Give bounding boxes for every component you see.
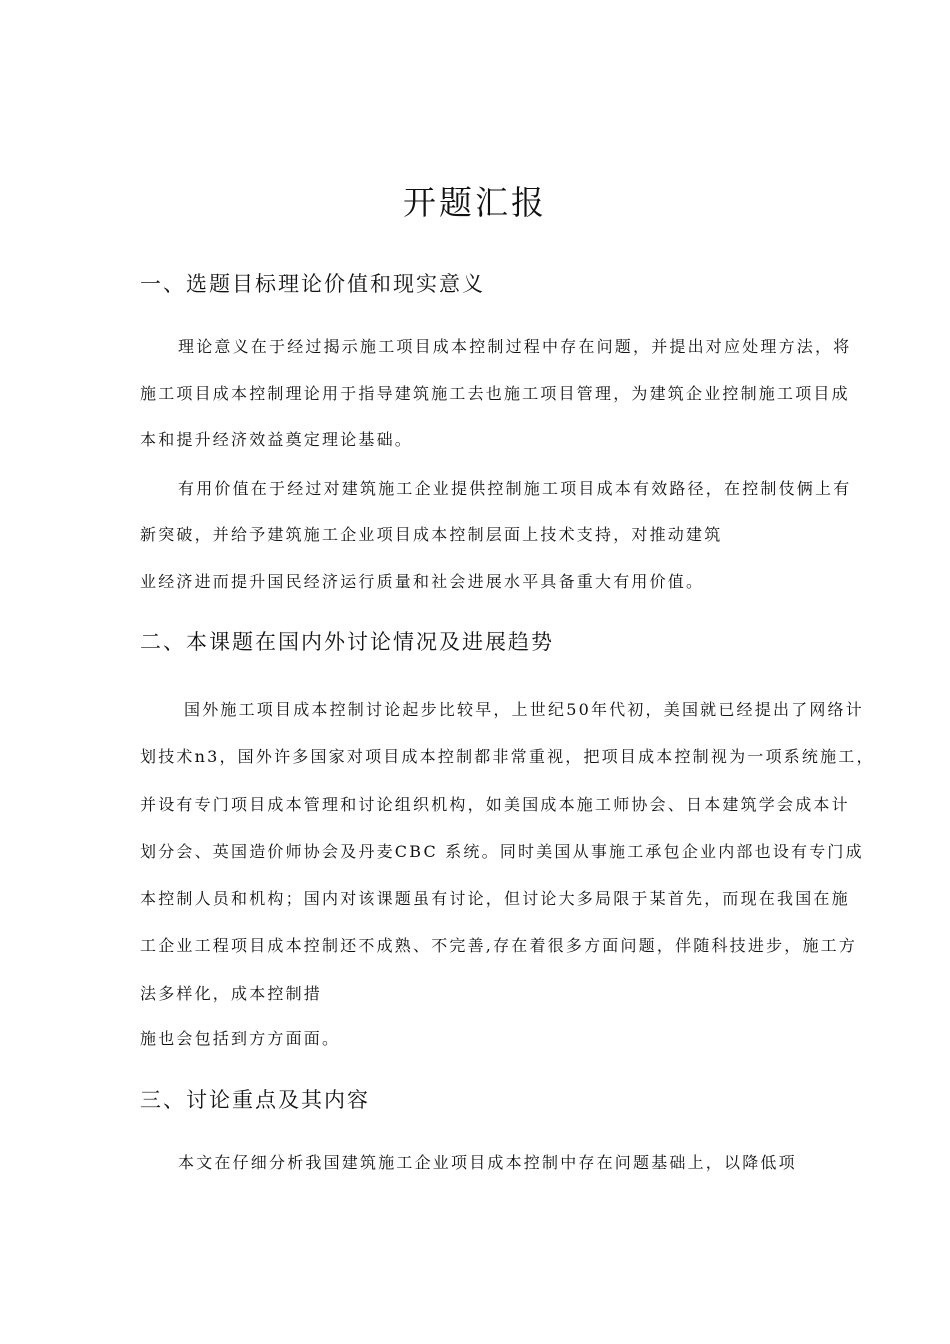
section-1-line-5: 新突破，并给予建筑施工企业项目成本控制层面上技术支持，对推动建筑 [140, 525, 723, 544]
section-2-line-2: 划技术n3，国外许多国家对项目成本控制都非常重视，把项目成本控制视为一项系统施工， [140, 747, 875, 766]
section-2-line-3: 并设有专门项目成本管理和讨论组织机构，如美国成本施工师协会、日本建筑学会成本计 [140, 795, 850, 814]
section-3-heading: 三、讨论重点及其内容 [140, 1088, 370, 1112]
section-2-line-6: 工企业工程项目成本控制还不成熟、不完善,存在着很多方面问题，伴随科技进步，施工方 [140, 936, 858, 955]
section-2-line-4: 划分会、英国造价师协会及丹麦CBC 系统。同时美国从事施工承包企业内部也设有专门成 [140, 842, 864, 861]
section-1-line-4: 有用价值在于经过对建筑施工企业提供控制施工项目成本有效路径，在控制伎俩上有 [178, 479, 852, 498]
section-2-heading: 二、本课题在国内外讨论情况及进展趋势 [140, 630, 554, 654]
section-1-heading: 一、选题目标理论价值和现实意义 [140, 272, 485, 296]
section-1-line-3: 本和提升经济效益奠定理论基础。 [140, 430, 414, 449]
section-2-line-5: 本控制人员和机构；国内对该课题虽有讨论，但讨论大多局限于某首先，而现在我国在施 [140, 889, 850, 908]
section-2-line-7: 法多样化，成本控制措 [140, 984, 323, 1003]
section-1-line-6: 业经济进而提升国民经济运行质量和社会进展水平具备重大有用价值。 [140, 572, 705, 591]
document-title: 开题汇报 [403, 183, 547, 222]
section-3-line-1: 本文在仔细分析我国建筑施工企业项目成本控制中存在问题基础上，以降低项 [178, 1153, 797, 1172]
section-1-line-1: 理论意义在于经过揭示施工项目成本控制过程中存在问题，并提出对应处理方法，将 [178, 337, 852, 356]
section-2-line-8: 施也会包括到方方面面。 [140, 1029, 341, 1048]
section-1-line-2: 施工项目成本控制理论用于指导建筑施工去也施工项目管理，为建筑企业控制施工项目成 [140, 384, 850, 403]
section-2-line-1: 国外施工项目成本控制讨论起步比较早，上世纪50年代初，美国就已经提出了网络计 [184, 700, 864, 719]
